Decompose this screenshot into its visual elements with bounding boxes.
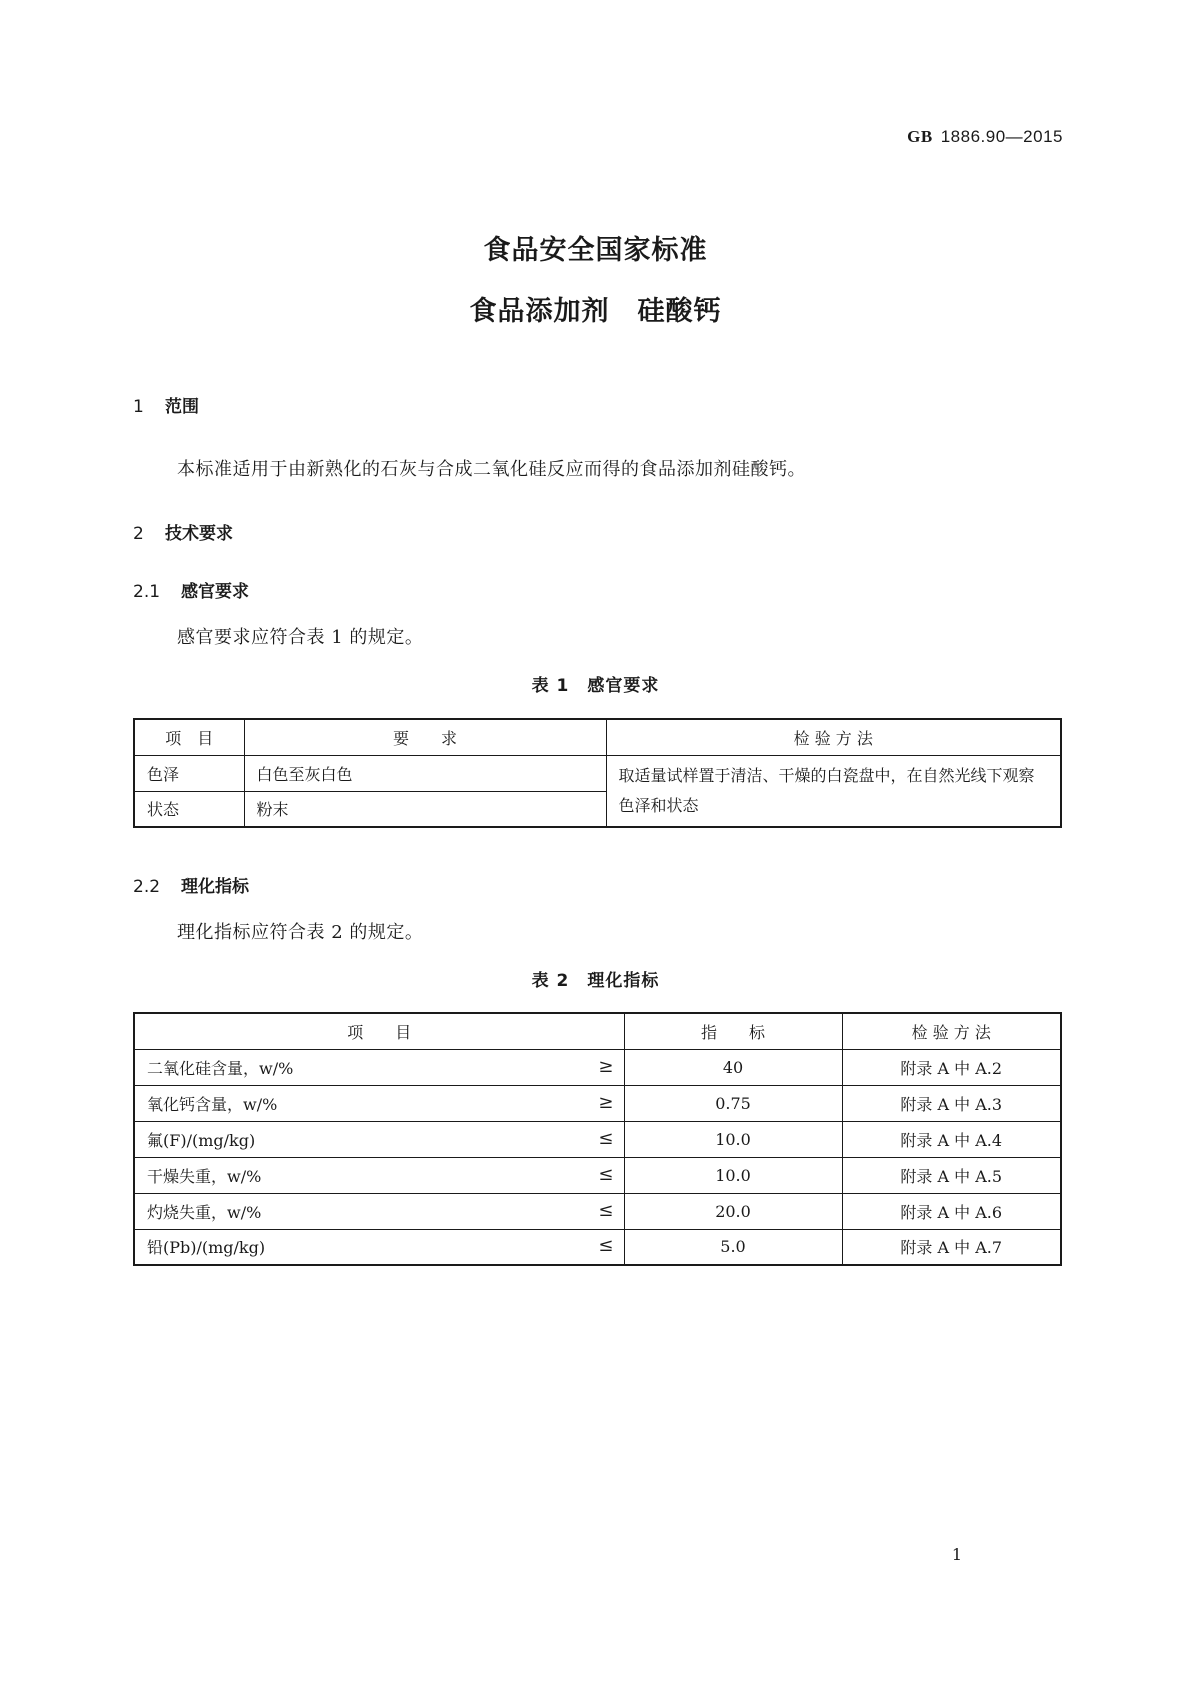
standard-number — [907, 127, 1063, 147]
row-method: 附录 A 中 A.5 — [842, 1157, 1061, 1193]
table-row — [134, 1157, 1061, 1193]
section-number: 2.2 — [133, 877, 161, 897]
comparison-symbol: ≤ — [598, 1127, 614, 1149]
table-row — [134, 1049, 1061, 1085]
section-2-2-heading — [133, 872, 249, 897]
row-method: 附录 A 中 A.7 — [842, 1229, 1061, 1265]
header-method: 检 验 方 法 — [606, 719, 1061, 755]
row-method: 取适量试样置于清洁、干燥的白瓷盘中，在自然光线下观察色泽和状态 — [606, 755, 1061, 827]
section-2-heading — [133, 519, 233, 544]
row-value: 40 — [624, 1049, 842, 1085]
row-item: 氧化钙含量，w/% ≥ — [134, 1085, 624, 1121]
table-row — [134, 1229, 1061, 1265]
section-title: 技术要求 — [165, 524, 233, 544]
header-method: 检 验 方 法 — [842, 1013, 1061, 1049]
section-2-1-heading — [133, 577, 249, 602]
table-1-sensory — [133, 718, 1062, 828]
row-requirement: 白色至灰白色 — [244, 755, 606, 791]
table-row — [134, 755, 1061, 791]
section-1-text: 本标准适用于由新熟化的石灰与合成二氧化硅反应而得的食品添加剂硅酸钙。 — [177, 459, 806, 480]
section-title: 范围 — [165, 397, 199, 417]
page-number: 1 — [951, 1545, 962, 1564]
section-number: 2.1 — [133, 582, 161, 602]
row-item: 色泽 — [134, 755, 244, 791]
table-row — [134, 1193, 1061, 1229]
table-row — [134, 1085, 1061, 1121]
row-value: 0.75 — [624, 1085, 842, 1121]
comparison-symbol: ≤ — [598, 1235, 614, 1257]
doc-subtitle: 食品添加剂 硅酸钙 — [469, 296, 722, 327]
row-item: 灼烧失重，w/% ≤ — [134, 1193, 624, 1229]
section-number: 2 — [133, 524, 144, 544]
row-method: 附录 A 中 A.2 — [842, 1049, 1061, 1085]
section-1-heading — [133, 392, 199, 417]
row-value: 20.0 — [624, 1193, 842, 1229]
table-1-caption: 表 1 感官要求 — [531, 676, 660, 696]
row-method: 附录 A 中 A.6 — [842, 1193, 1061, 1229]
row-value: 10.0 — [624, 1157, 842, 1193]
comparison-symbol: ≥ — [598, 1091, 614, 1113]
row-item: 铅(Pb)/(mg/kg) ≤ — [134, 1229, 624, 1265]
row-item: 氟(F)/(mg/kg) ≤ — [134, 1121, 624, 1157]
table-header-row — [134, 1013, 1061, 1049]
standard-code: 1886.90—2015 — [940, 127, 1063, 146]
header-item: 项 目 — [134, 1013, 624, 1049]
doc-title: 食品安全国家标准 — [483, 235, 708, 266]
comparison-symbol: ≤ — [598, 1163, 614, 1185]
comparison-symbol: ≤ — [598, 1199, 614, 1221]
row-method: 附录 A 中 A.4 — [842, 1121, 1061, 1157]
table-2-caption: 表 2 理化指标 — [531, 971, 660, 991]
row-item: 干燥失重，w/% ≤ — [134, 1157, 624, 1193]
table-row — [134, 1121, 1061, 1157]
row-item: 二氧化硅含量，w/% ≥ — [134, 1049, 624, 1085]
section-2-1-text: 感官要求应符合表 1 的规定。 — [177, 627, 424, 648]
table-2-physicochemical — [133, 1012, 1062, 1266]
header-item: 项 目 — [134, 719, 244, 755]
row-item: 状态 — [134, 791, 244, 827]
section-title: 理化指标 — [181, 877, 249, 897]
standard-prefix: GB — [907, 127, 933, 146]
table-header-row — [134, 719, 1061, 755]
header-index: 指 标 — [624, 1013, 842, 1049]
row-method: 附录 A 中 A.3 — [842, 1085, 1061, 1121]
comparison-symbol: ≥ — [598, 1055, 614, 1077]
section-number: 1 — [133, 397, 144, 417]
row-value: 10.0 — [624, 1121, 842, 1157]
row-value: 5.0 — [624, 1229, 842, 1265]
section-title: 感官要求 — [181, 582, 249, 602]
section-2-2-text: 理化指标应符合表 2 的规定。 — [177, 922, 424, 943]
header-requirement: 要 求 — [244, 719, 606, 755]
row-requirement: 粉末 — [244, 791, 606, 827]
